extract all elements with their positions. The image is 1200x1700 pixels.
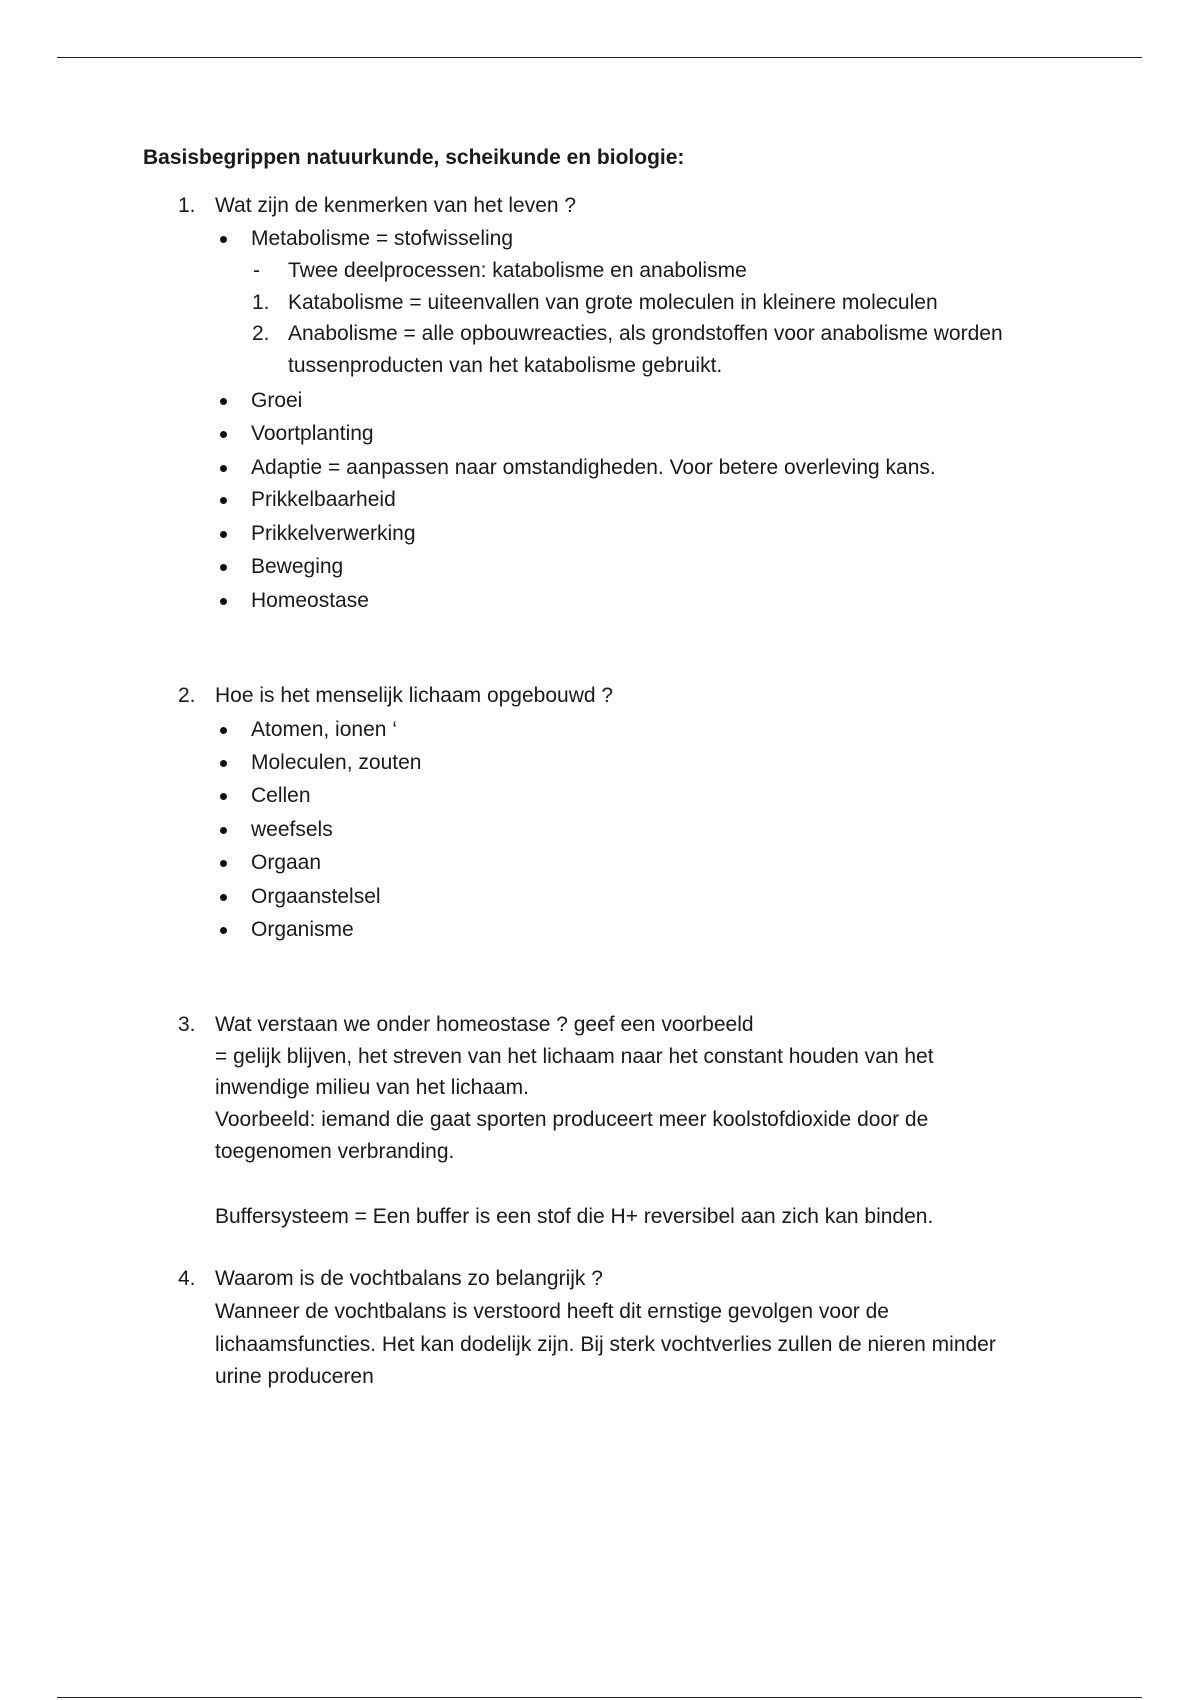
q4-number: 4. <box>178 1267 196 1290</box>
q1-bullet-groei: Groei <box>251 389 303 412</box>
bullet-icon <box>220 236 227 243</box>
q2-bullet-orgaan: Orgaan <box>251 851 322 874</box>
q3-answer-line2: inwendige milieu van het lichaam. <box>215 1076 530 1099</box>
bullet-icon <box>220 398 227 405</box>
q1-bullet-voortplanting: Voortplanting <box>251 422 374 445</box>
q1-sub2-number: 2. <box>252 322 270 345</box>
q2-question: Hoe is het menselijk lichaam opgebouwd ? <box>215 684 614 707</box>
q1-sub2-anabolisme-line1: Anabolisme = alle opbouwreacties, als grondstoffen voor anabolisme worden <box>288 322 1003 345</box>
q1-bullet-prikkelverwerking: Prikkelverwerking <box>251 522 416 545</box>
dash-marker: - <box>253 259 260 282</box>
q2-number: 2. <box>178 684 196 707</box>
q1-number: 1. <box>178 194 196 217</box>
q3-answer-line1: = gelijk blijven, het streven van het lichaam naar het constant houden van het <box>215 1045 934 1068</box>
q2-bullet-moleculen: Moleculen, zouten <box>251 751 422 774</box>
q1-bullet-prikkelbaarheid: Prikkelbaarheid <box>251 488 396 511</box>
q4-question: Waarom is de vochtbalans zo belangrijk ? <box>215 1267 603 1290</box>
q1-bullet-adaptie: Adaptie = aanpassen naar omstandigheden. Voor betere overleving kans. <box>251 456 936 479</box>
bullet-icon <box>220 564 227 571</box>
page-title: Basisbegrippen natuurkunde, scheikunde en biologie: <box>143 146 685 169</box>
q1-bullet-homeostase: Homeostase <box>251 589 369 612</box>
q3-answer-line3: Voorbeeld: iemand die gaat sporten produceert meer koolstofdioxide door de <box>215 1108 929 1131</box>
bullet-icon <box>220 894 227 901</box>
bullet-icon <box>220 827 227 834</box>
bullet-icon <box>220 927 227 934</box>
bullet-icon <box>220 465 227 472</box>
q3-answer-line4: toegenomen verbranding. <box>215 1140 455 1163</box>
q1-sub2-anabolisme-line2: tussenproducten van het katabolisme gebruikt. <box>288 354 723 377</box>
q3-buffersysteem: Buffersysteem = Een buffer is een stof die H+ reversibel aan zich kan binden. <box>215 1205 934 1228</box>
bullet-icon <box>220 727 227 734</box>
bullet-icon <box>220 760 227 767</box>
q4-answer-line2: lichaamsfuncties. Het kan dodelijk zijn. Bij sterk vochtverlies zullen de nieren minder <box>215 1333 996 1356</box>
q1-sub1-number: 1. <box>252 291 270 314</box>
q1-question: Wat zijn de kenmerken van het leven ? <box>215 194 577 217</box>
bullet-icon <box>220 598 227 605</box>
bullet-icon <box>220 793 227 800</box>
q1-sub1-katabolisme: Katabolisme = uiteenvallen van grote moleculen in kleinere moleculen <box>288 291 938 314</box>
footer-rule <box>57 1697 1142 1698</box>
q3-number: 3. <box>178 1013 196 1036</box>
q1-bullet-metabolisme: Metabolisme = stofwisseling <box>251 227 514 250</box>
bullet-icon <box>220 860 227 867</box>
q2-bullet-weefsels: weefsels <box>251 818 333 841</box>
q1-dash-deelprocessen: Twee deelprocessen: katabolisme en anabolisme <box>288 259 747 282</box>
q4-answer-line3: urine produceren <box>215 1365 374 1388</box>
bullet-icon <box>220 431 227 438</box>
q2-bullet-atomen: Atomen, ionen ‘ <box>251 718 397 741</box>
q2-bullet-orgaanstelsel: Orgaanstelsel <box>251 885 381 908</box>
bullet-icon <box>220 531 227 538</box>
header-rule <box>57 57 1142 58</box>
q3-question: Wat verstaan we onder homeostase ? geef een voorbeeld <box>215 1013 754 1036</box>
q2-bullet-organisme: Organisme <box>251 918 354 941</box>
q4-answer-line1: Wanneer de vochtbalans is verstoord heeft dit ernstige gevolgen voor de <box>215 1300 889 1323</box>
q1-bullet-beweging: Beweging <box>251 555 344 578</box>
bullet-icon <box>220 497 227 504</box>
q2-bullet-cellen: Cellen <box>251 784 311 807</box>
